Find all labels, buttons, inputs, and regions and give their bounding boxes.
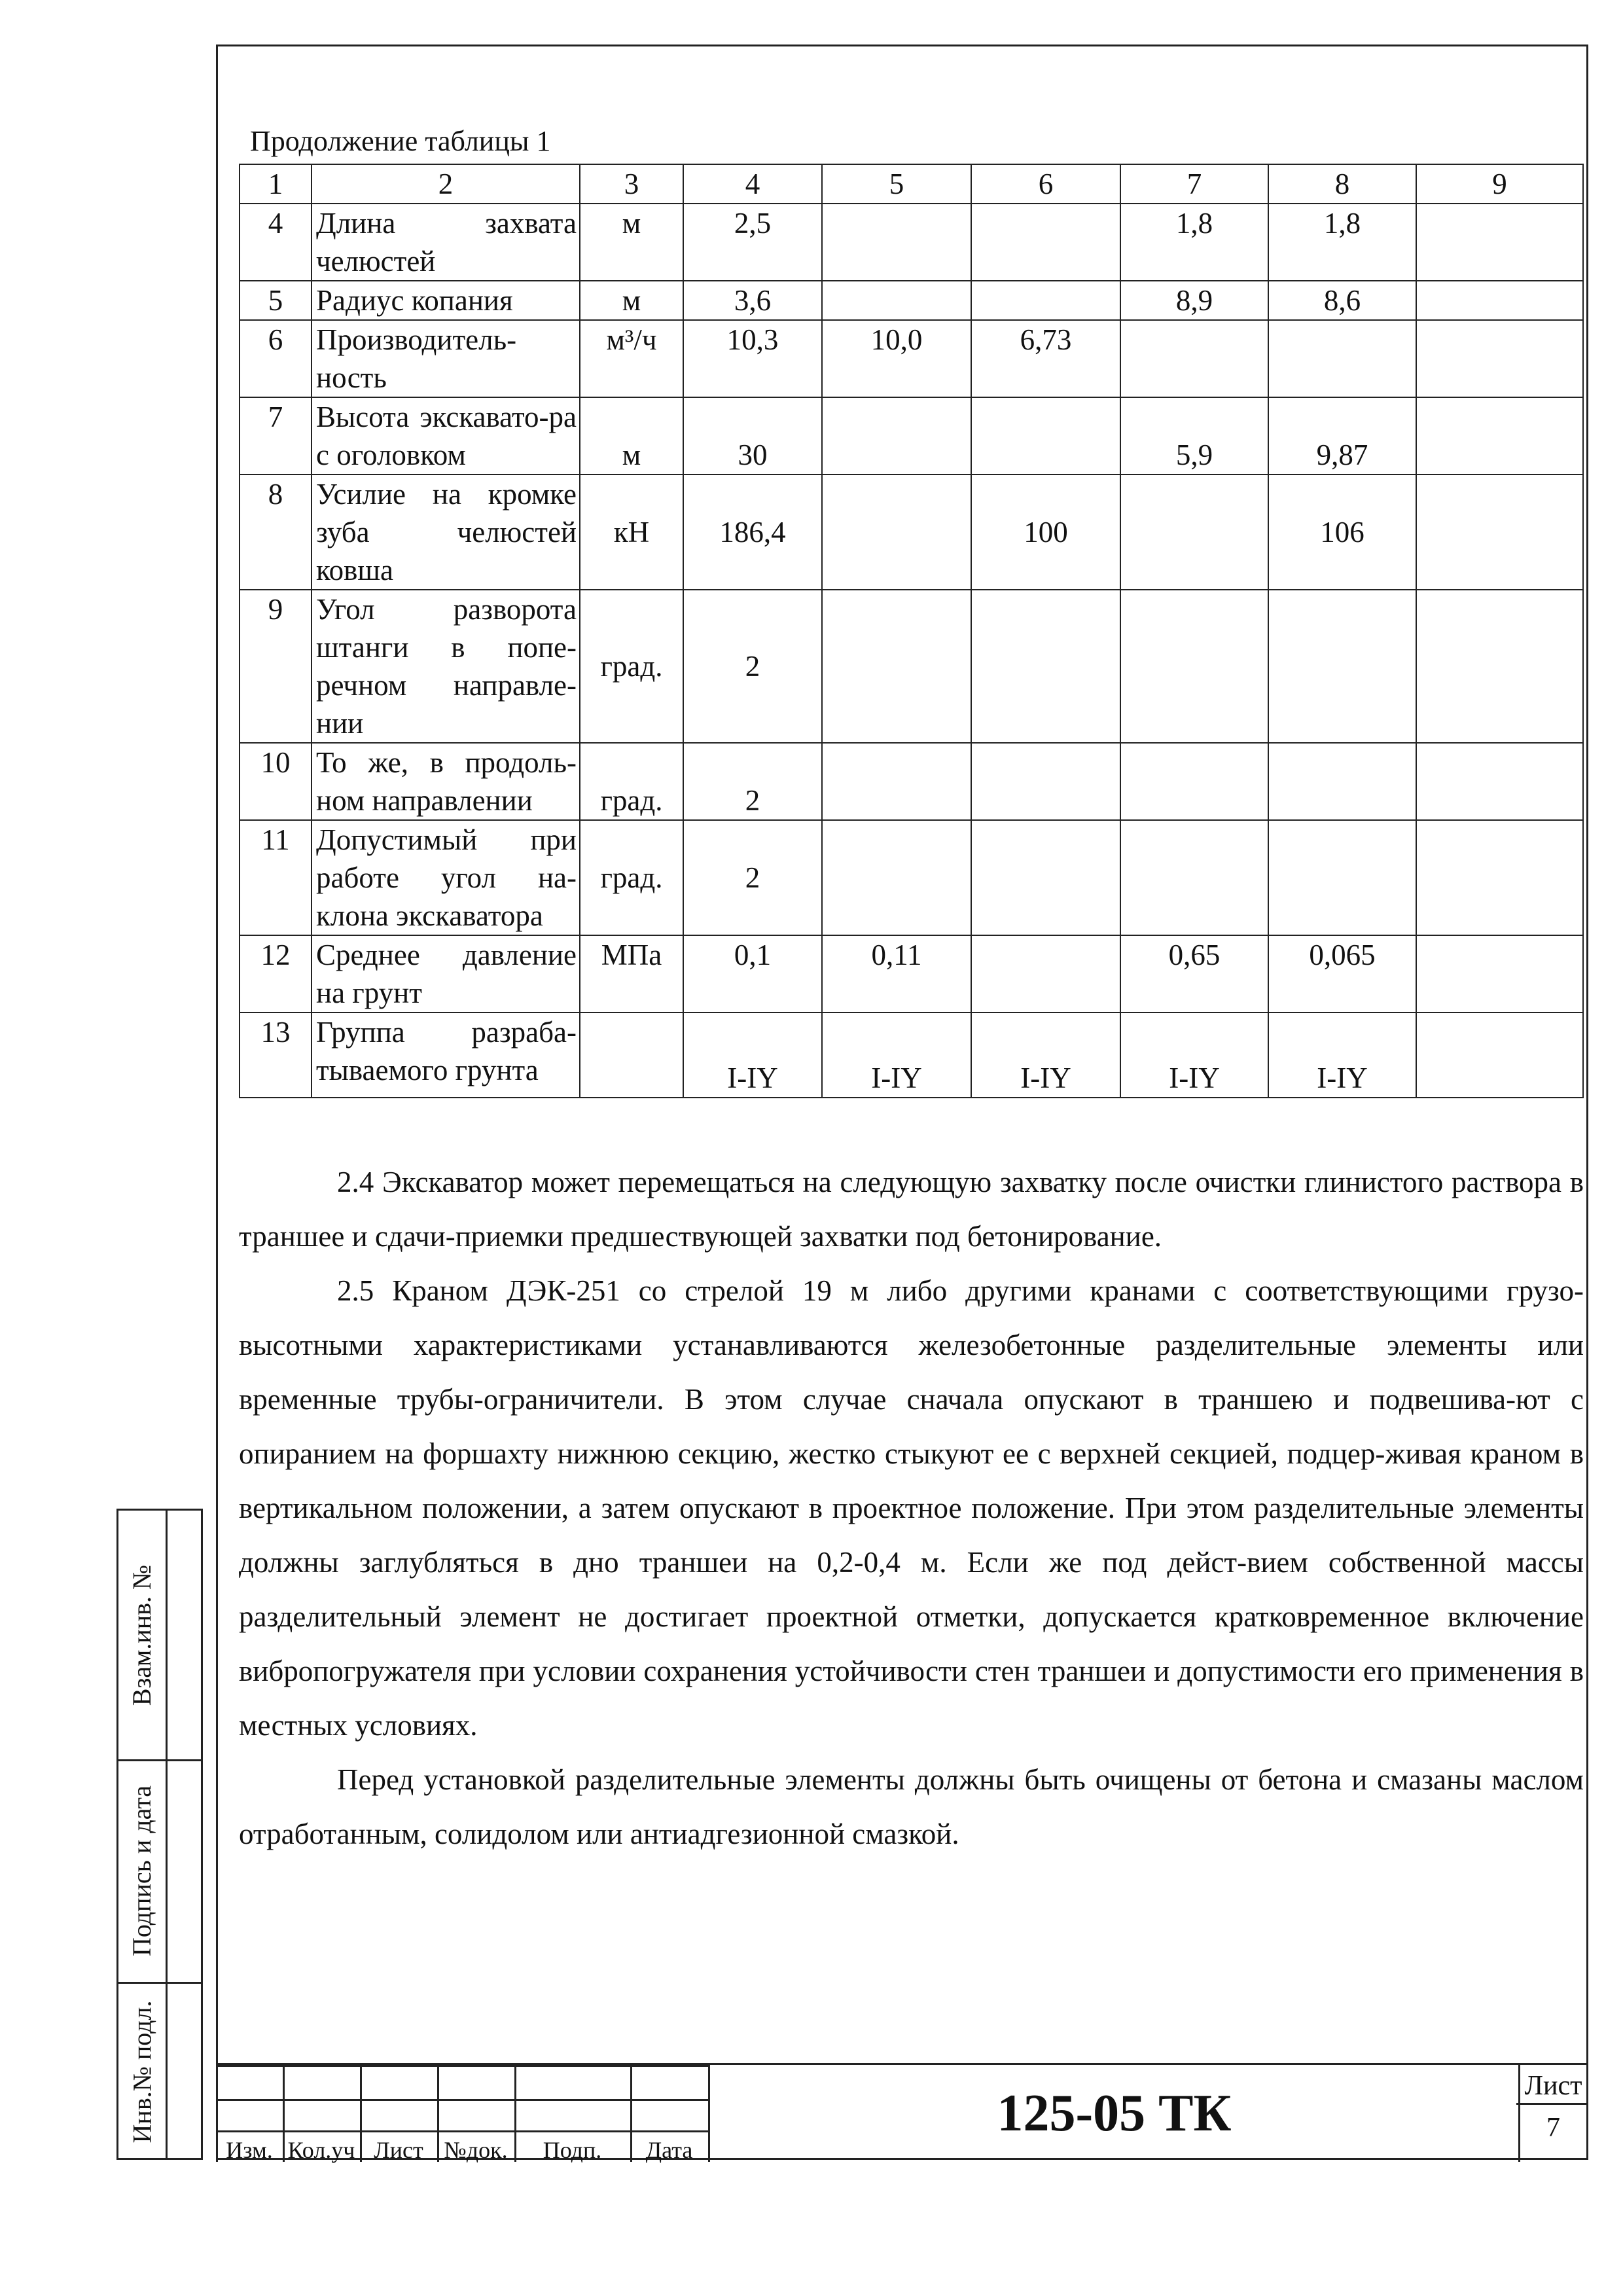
column-header: 7 <box>1120 164 1268 204</box>
unit-cell: МПа <box>580 935 683 1013</box>
column-header: 6 <box>971 164 1120 204</box>
unit-cell: м <box>580 397 683 475</box>
table-row <box>240 475 1583 590</box>
row-number: 6 <box>240 320 312 397</box>
document-code: 125-05 ТК <box>708 2065 1520 2162</box>
value-cell: 8,9 <box>1120 281 1268 320</box>
value-cell: I-IY <box>822 1013 971 1098</box>
unit-cell: град. <box>580 820 683 935</box>
value-cell <box>971 397 1120 475</box>
row-number: 12 <box>240 935 312 1013</box>
unit-cell: град. <box>580 743 683 820</box>
value-cell: 10,3 <box>683 320 822 397</box>
row-number: 10 <box>240 743 312 820</box>
value-cell <box>1416 397 1583 475</box>
table-row <box>240 1013 1583 1098</box>
unit-cell: м <box>580 281 683 320</box>
table-header-row <box>240 164 1583 204</box>
table-row <box>240 743 1583 820</box>
value-cell <box>822 743 971 820</box>
value-cell <box>1268 590 1416 743</box>
paragraph: Перед установкой разделительные элементы должны быть очищены от бетона и смазаны маслом отработанным, солидолом или антиадгезионной смазкой. <box>239 1763 1584 1850</box>
unit-cell: м <box>580 204 683 281</box>
table-row <box>240 590 1583 743</box>
value-cell <box>1268 320 1416 397</box>
value-cell: I-IY <box>971 1013 1120 1098</box>
value-cell <box>1416 281 1583 320</box>
value-cell <box>971 743 1120 820</box>
parameter-name: Среднее давление на грунт <box>312 935 580 1013</box>
value-cell: 8,6 <box>1268 281 1416 320</box>
value-cell <box>1120 820 1268 935</box>
value-cell <box>1120 475 1268 590</box>
unit-cell: кН <box>580 475 683 590</box>
specs-table <box>239 164 1584 1098</box>
value-cell <box>1416 204 1583 281</box>
value-cell <box>1120 590 1268 743</box>
parameter-name: Радиус копания <box>312 281 580 320</box>
value-cell <box>1416 743 1583 820</box>
value-cell: 3,6 <box>683 281 822 320</box>
value-cell <box>1416 1013 1583 1098</box>
parameter-name: Производитель-ность <box>312 320 580 397</box>
parameter-name: Допустимый при работе угол на-клона экскаватора <box>312 820 580 935</box>
value-cell <box>1268 820 1416 935</box>
value-cell <box>822 475 971 590</box>
value-cell <box>1416 475 1583 590</box>
value-cell <box>1416 820 1583 935</box>
value-cell: 186,4 <box>683 475 822 590</box>
parameter-name: Высота экскавато-ра с оголовком <box>312 397 580 475</box>
value-cell <box>971 590 1120 743</box>
unit-cell: град. <box>580 590 683 743</box>
value-cell <box>971 820 1120 935</box>
col-list: Лист <box>374 2137 423 2163</box>
value-cell: 9,87 <box>1268 397 1416 475</box>
sheet-label: Лист <box>1524 2071 1582 2101</box>
parameter-name: То же, в продоль-ном направлении <box>312 743 580 820</box>
value-cell: 6,73 <box>971 320 1120 397</box>
row-number: 13 <box>240 1013 312 1098</box>
value-cell: 10,0 <box>822 320 971 397</box>
value-cell <box>971 281 1120 320</box>
side-stamp <box>116 1509 203 2160</box>
value-cell: 0,65 <box>1120 935 1268 1013</box>
value-cell <box>822 281 971 320</box>
value-cell: 0,1 <box>683 935 822 1013</box>
col-kol-uch: Кол.уч <box>287 2137 355 2163</box>
row-number: 9 <box>240 590 312 743</box>
value-cell <box>1416 320 1583 397</box>
sheet-number: 7 <box>1546 2113 1560 2143</box>
column-header: 8 <box>1268 164 1416 204</box>
unit-cell <box>580 1013 683 1098</box>
col-ndok: №док. <box>444 2137 508 2163</box>
row-number: 5 <box>240 281 312 320</box>
row-number: 11 <box>240 820 312 935</box>
value-cell: 0,11 <box>822 935 971 1013</box>
value-cell: 1,8 <box>1268 204 1416 281</box>
value-cell: 30 <box>683 397 822 475</box>
title-block <box>216 2063 1588 2162</box>
table-row <box>240 320 1583 397</box>
parameter-name: Усилие на кромке зуба челюстей ковша <box>312 475 580 590</box>
col-podp: Подп. <box>543 2137 602 2163</box>
value-cell: 106 <box>1268 475 1416 590</box>
value-cell: 1,8 <box>1120 204 1268 281</box>
column-header: 4 <box>683 164 822 204</box>
paragraph: 2.5 Краном ДЭК-251 со стрелой 19 м либо другими кранами с соответствующими грузо-высотными характеристиками устанавливаются железобетонные разделительные элементы или временные трубы-ограничители. В этом случае сначала опускают в траншею и подвешива-ют с опиранием на форшахту нижнюю секцию, жестко стыкуют ее с верхней секцией, подцер-живая краном в вертикальном положении, а затем опускают в проектное положение. При этом разделительные элементы должны заглубляться в дно траншеи на 0,2-0,4 м. Если же под дейст-вием собственной массы разделительный элемент не достигает проектной отметки, допускается кратковременное включение вибропогружателя при условии сохранения устойчивости стен траншеи и допустимости его применения в местных условиях. <box>239 1274 1584 1742</box>
table-row <box>240 820 1583 935</box>
table-row <box>240 397 1583 475</box>
column-header: 9 <box>1416 164 1583 204</box>
value-cell <box>971 935 1120 1013</box>
value-cell <box>822 204 971 281</box>
value-cell: 0,065 <box>1268 935 1416 1013</box>
parameter-name: Угол разворота штанги в попе-речном направле-нии <box>312 590 580 743</box>
value-cell: 2,5 <box>683 204 822 281</box>
value-cell <box>1268 743 1416 820</box>
row-number: 4 <box>240 204 312 281</box>
value-cell: 2 <box>683 820 822 935</box>
value-cell: 100 <box>971 475 1120 590</box>
column-header: 2 <box>312 164 580 204</box>
table-caption: Продолжение таблицы 1 <box>250 125 551 157</box>
value-cell <box>971 204 1120 281</box>
stamp-vzam-label: Взам.инв. № <box>127 1564 157 1706</box>
value-cell: I-IY <box>1120 1013 1268 1098</box>
value-cell: 5,9 <box>1120 397 1268 475</box>
value-cell: 2 <box>683 590 822 743</box>
value-cell: I-IY <box>683 1013 822 1098</box>
parameter-name: Группа разраба-тываемого грунта <box>312 1013 580 1098</box>
body-text <box>239 1155 1584 1861</box>
value-cell <box>822 820 971 935</box>
stamp-signature-label: Подпись и дата <box>127 1785 157 1956</box>
value-cell <box>1120 320 1268 397</box>
row-number: 8 <box>240 475 312 590</box>
value-cell <box>1416 935 1583 1013</box>
column-header: 5 <box>822 164 971 204</box>
table-row <box>240 204 1583 281</box>
column-header: 3 <box>580 164 683 204</box>
value-cell <box>1120 743 1268 820</box>
value-cell: I-IY <box>1268 1013 1416 1098</box>
col-izm: Изм. <box>226 2137 273 2163</box>
column-header: 1 <box>240 164 312 204</box>
stamp-inv-label: Инв.№ подл. <box>127 2000 157 2144</box>
value-cell <box>822 590 971 743</box>
table-row <box>240 281 1583 320</box>
value-cell <box>822 397 971 475</box>
table-row <box>240 935 1583 1013</box>
paragraph: 2.4 Экскаватор может перемещаться на следующую захватку после очистки глинистого раствора в траншее и сдачи-приемки предшествующей захватки под бетонирование. <box>239 1166 1584 1253</box>
value-cell: 2 <box>683 743 822 820</box>
unit-cell: м³/ч <box>580 320 683 397</box>
col-data: Дата <box>645 2137 693 2163</box>
parameter-name: Длина захвата челюстей <box>312 204 580 281</box>
value-cell <box>1416 590 1583 743</box>
row-number: 7 <box>240 397 312 475</box>
